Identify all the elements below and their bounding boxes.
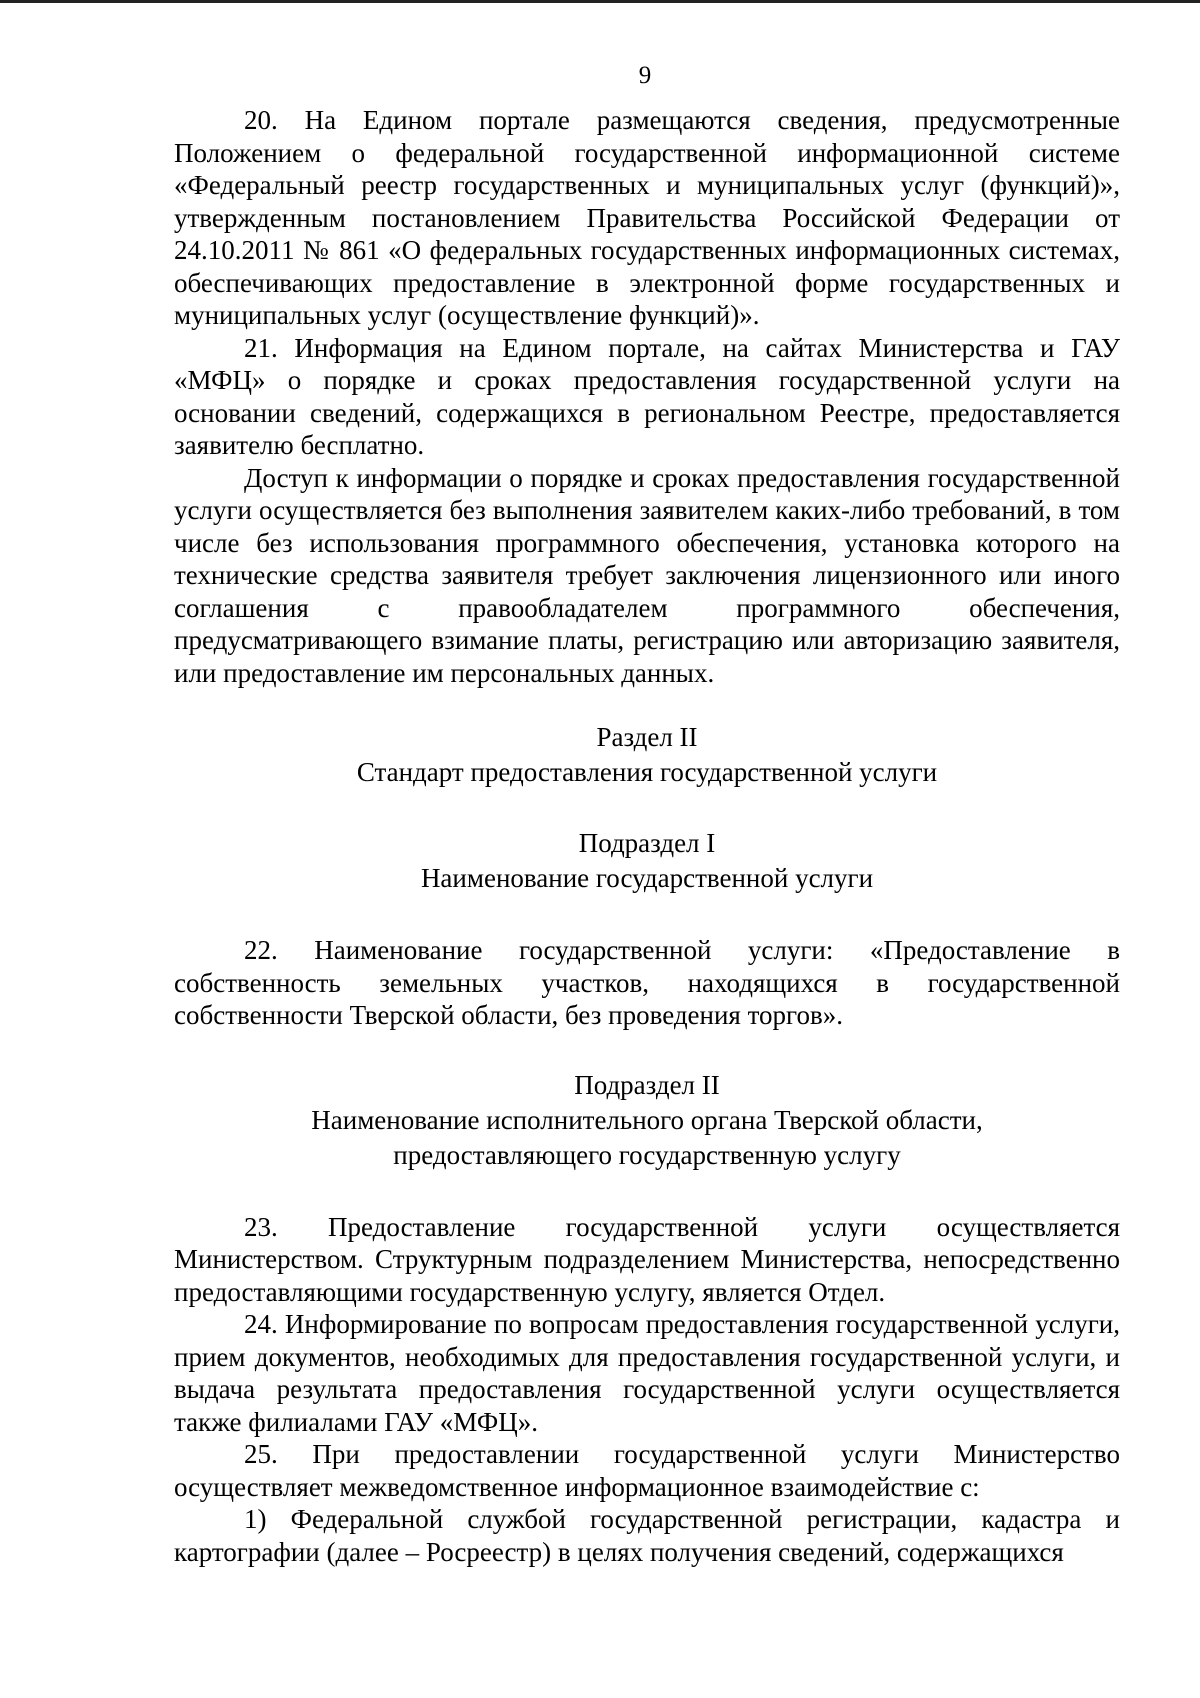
section-heading (174, 720, 1120, 790)
paragraph-23: 23. Предоставление государственной услуги осуществляется Министерством. Структурным подразделением Министерства, непосредственно предоставляющими государственную услугу, является Отдел. (174, 1211, 1120, 1307)
section-label: Раздел II (596, 722, 698, 752)
paragraph-20: 20. На Едином портале размещаются сведения, предусмотренные Положением о федеральной государственной информационной системе «Федеральный реестр государственных и муниципальных услуг (функций)», утвержденным постановлением Правительства Российской Федерации от 24.10.2011 № 861 «О федеральных государственных информационных системах, обеспечивающих предоставление в электронной форме государственных и муниципальных услуг (осуществление функций)». (174, 105, 1120, 330)
document-body (174, 104, 1120, 1568)
paragraph-access: Доступ к информации о порядке и сроках предоставления государственной услуги осуществляется без выполнения заявителем каких-либо требований, в том числе без использования программного обеспечения, установка которого на технические средства заявителя требует заключения лицензионного или иного соглашения с правообладателем программного обеспечения, предусматривающего взимание платы, регистрацию или авторизацию заявителя, или предоставление им персональных данных. (174, 462, 1120, 688)
subsection-1-label: Подраздел I (578, 828, 716, 858)
subsection-2-title-line2: предоставляющего государственную услугу (393, 1139, 901, 1170)
paragraph-22: 22. Наименование государственной услуги: «Предоставление в собственность земельных участков, находящихся в государственной собственности Тверской области, без проведения торгов». (174, 935, 1120, 1030)
paragraph-24: 24. Информирование по вопросам предоставления государственной услуги, прием документов, необходимых для предоставления государственной услуги, и выдача результата предоставления государственной услуги осуществляется также филиалами ГАУ «МФЦ». (174, 1309, 1120, 1437)
subsection-2-label: Подраздел II (574, 1069, 720, 1100)
paragraph-25-item-1: 1) Федеральной службой государственной регистрации, кадастра и картографии (далее – Росреестр) в целях получения сведений, содержащихся (174, 1504, 1120, 1567)
subsection-1-title: Наименование государственной услуги (420, 863, 874, 893)
paragraph-21: 21. Информация на Едином портале, на сайтах Министерства и ГАУ «МФЦ» о порядке и сроках предоставления государственной услуги на основании сведений, содержащихся в региональном Реестре, предоставляется заявителю бесплатно. (174, 332, 1120, 460)
subsection-1-heading (174, 826, 1120, 896)
paragraph-25: 25. При предоставлении государственной услуги Министерство осуществляет межведомственное информационное взаимодействие с: (174, 1439, 1120, 1502)
scan-top-edge (0, 0, 1200, 3)
page-number: 9 (638, 62, 652, 89)
subsection-2-title-line1: Наименование исполнительного органа Тверской области, (311, 1104, 983, 1135)
subsection-2-heading (174, 1068, 1120, 1173)
section-title: Стандарт предоставления государственной услуги (356, 757, 938, 787)
